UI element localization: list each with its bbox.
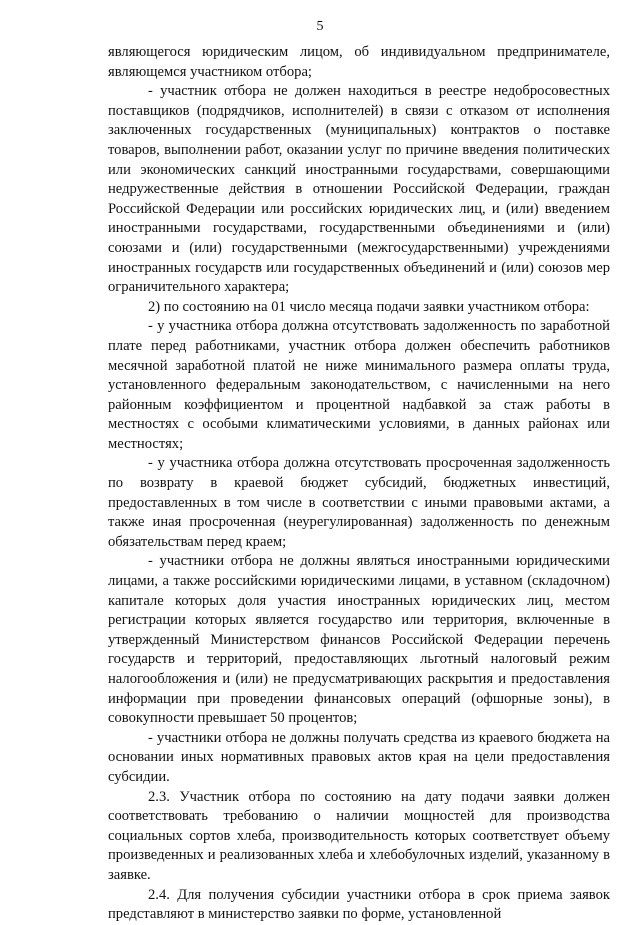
paragraph-budget-arrears: - у участника отбора должна отсутствовать просроченная задолженность по возврату в краевой бюджет субсидий, бюджетных инвестиций, предоставленных в том числе в соответствии с иными правовыми актами, а также иная просроченная (неурегулированная) задолженность по денежным обязательствам перед краем;: [108, 455, 610, 550]
paragraph-continuation: являющегося юридическим лицом, об индивидуальном предпринимателе, являющемся участником отбора;: [108, 44, 610, 80]
paragraph-wage-arrears: - у участника отбора должна отсутствовать задолженность по заработной плате перед работниками, участник отбора должен обеспечить работников месячной заработной платой не ниже минимального размера оплаты труда, установленного федеральным законодательством, с начисленными на него районным коэффициентом и процентной надбавкой за стаж работы в местностях с особыми климатическими условиями, в данных районах или местностях;: [108, 318, 610, 452]
paragraph-other-funds: - участники отбора не должны получать средства из краевого бюджета на основании иных нормативных правовых актов края на цели предоставления субсидии.: [108, 729, 610, 785]
paragraph-foreign-entities: - участники отбора не должны являться иностранными юридическими лицами, а также российскими юридическими лицами, в уставном (складочном) капитале которых доля участия иностранных юридических лиц, местом регистрации которых является государство или территория, включенные в утвержденный Министерством финансов Российской Федерации перечень государств и территорий, предоставляющих льготный налоговый режим налогообложения и (или) не предусматривающих раскрытия и предоставления информации при проведении финансовых операций (офшорные зоны), в совокупности превышает 50 процентов;: [108, 553, 610, 727]
document-body: [108, 43, 610, 925]
paragraph-item-2-heading: 2) по состоянию на 01 число месяца подачи заявки участником отбора:: [148, 298, 590, 315]
paragraph-sanctions-registry: - участник отбора не должен находиться в реестре недобросовестных поставщиков (подрядчиков, исполнителей) в связи с отказом от исполнения заключенных государственных (муниципальных) контрактов о поставке товаров, выполнении работ, оказании услуг по причине введения политических или экономических санкций иностранными государствами, совершающими недружественные действия в отношении Российской Федерации, граждан Российской Федерации или российских юридических лиц, и (или) введением иностранными государствами, государственными объединениями и (или) союзами и (или) государственными (межгосударственными) учреждениями иностранных государств или государственных объединений и (или) союзов мер ограничительного характера;: [108, 83, 610, 296]
page-number: 5: [316, 19, 324, 34]
paragraph-section-2-3: 2.3. Участник отбора по состоянию на дату подачи заявки должен соответствовать требованию о наличии мощностей для производства социальных сортов хлеба, производительность которых соответствует объему произведенных и реализованных хлеба и хлебобулочных изделий, указанному в заявке.: [108, 788, 610, 883]
paragraph-section-2-4: 2.4. Для получения субсидии участники отбора в срок приема заявок представляют в министерство заявки по форме, установленной: [108, 886, 610, 923]
